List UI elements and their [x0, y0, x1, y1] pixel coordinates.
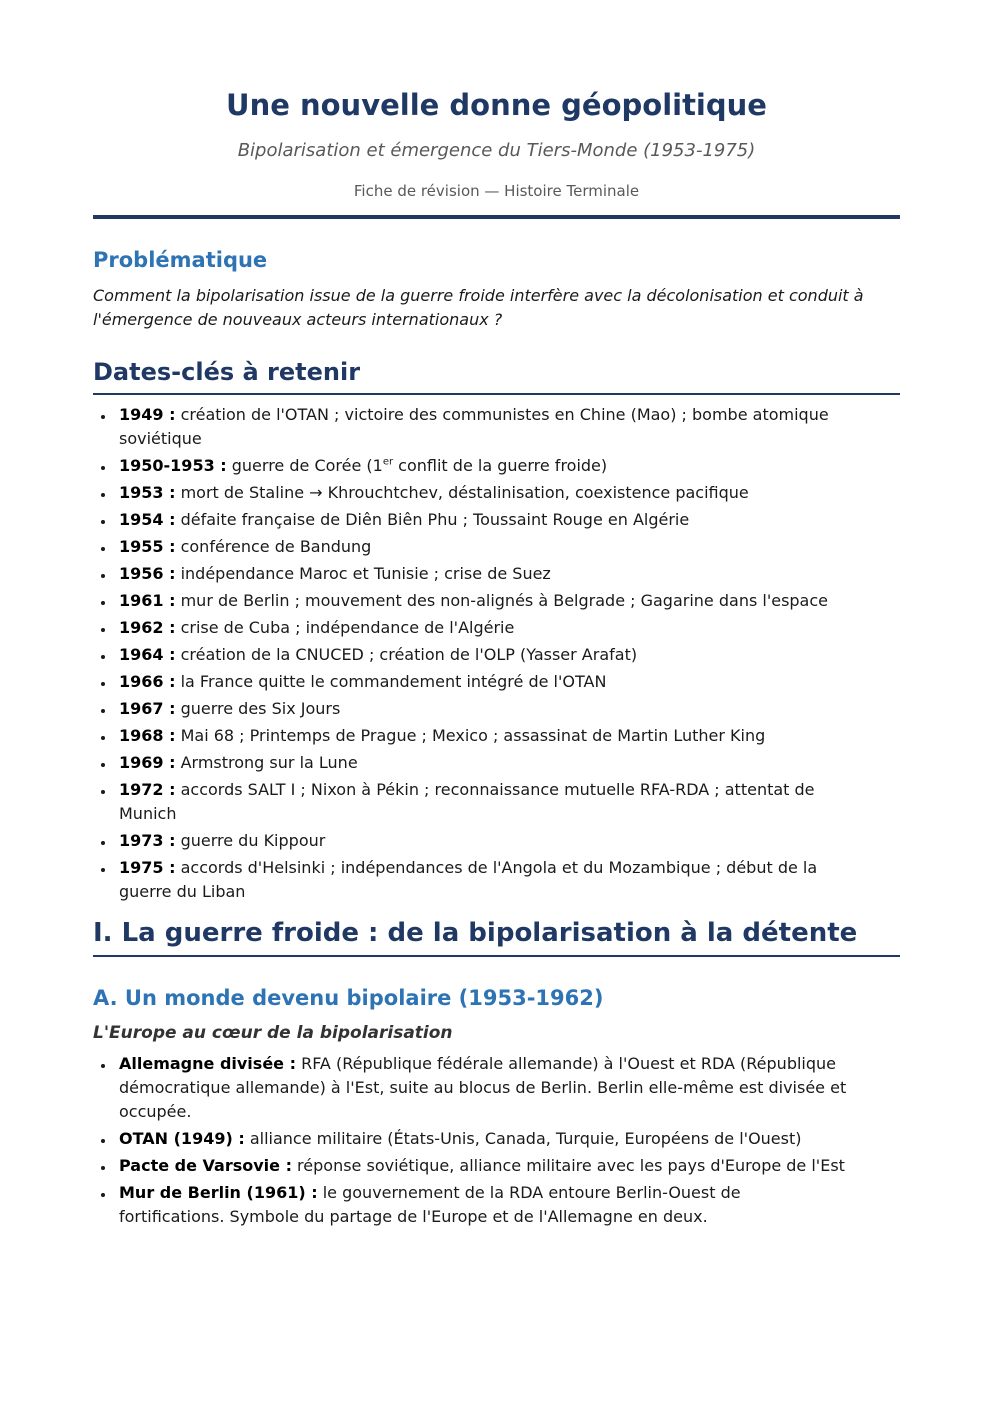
date-item: • 1966 : la France quitte le commandement intégré de l'OTAN — [115, 670, 848, 694]
date-item: • 1973 : guerre du Kippour — [115, 829, 848, 853]
date-label: 1972 : — [119, 780, 176, 800]
date-label: 1962 : — [119, 618, 176, 638]
date-label: 1950-1953 : — [119, 456, 227, 476]
concept-label: Pacte de Varsovie : — [119, 1156, 292, 1176]
date-label: 1966 : — [119, 672, 176, 692]
date-label: 1954 : — [119, 510, 176, 530]
dates-heading: Dates-clés à retenir — [93, 358, 900, 396]
date-item: • 1972 : accords SALT I ; Nixon à Pékin ; reconnaissance mutuelle RFA-RDA ; attentat de Munich — [115, 778, 848, 826]
date-label: 1967 : — [119, 699, 176, 719]
dates-list — [93, 403, 900, 904]
concept-label: Mur de Berlin (1961) : — [119, 1183, 318, 1203]
problematique-heading: Problématique — [93, 248, 268, 273]
page-title: Une nouvelle donne géopolitique — [226, 88, 767, 122]
concepts-list — [93, 1052, 900, 1229]
date-label: 1961 : — [119, 591, 176, 611]
section1-heading: I. La guerre froide : de la bipolarisation à la détente — [93, 918, 900, 956]
ordinal-superscript: er — [382, 457, 394, 469]
date-item: • 1968 : Mai 68 ; Printemps de Prague ; Mexico ; assassinat de Martin Luther King — [115, 724, 848, 748]
date-item: • 1964 : création de la CNUCED ; création de l'OLP (Yasser Arafat) — [115, 643, 848, 667]
date-item: • 1969 : Armstrong sur la Lune — [115, 751, 848, 775]
page-subtitle: Bipolarisation et émergence du Tiers-Monde (1953-1975) — [237, 139, 756, 161]
concept-item: • Allemagne divisée : RFA (République fédérale allemande) à l'Ouest et RDA (République démocratique allemande) à l'Est, suite au blocus de Berlin. Berlin elle-même est divisée et occupée. — [115, 1052, 848, 1124]
date-label: 1955 : — [119, 537, 176, 557]
date-item: • 1956 : indépendance Maroc et Tunisie ; crise de Suez — [115, 562, 848, 586]
date-label: 1956 : — [119, 564, 176, 584]
date-label: 1969 : — [119, 753, 176, 773]
date-label: 1975 : — [119, 858, 176, 878]
date-item: • 1953 : mort de Staline → Khrouchtchev, déstalinisation, coexistence pacifique — [115, 481, 848, 505]
date-label: 1973 : — [119, 831, 176, 851]
date-label: 1949 : — [119, 405, 176, 425]
date-item: • 1955 : conférence de Bandung — [115, 535, 848, 559]
page-meta: Fiche de révision — Histoire Terminale — [353, 182, 640, 201]
date-item: • 1949 : création de l'OTAN ; victoire des communistes en Chine (Mao) ; bombe atomique soviétique — [115, 403, 848, 451]
section1a-subheading: L'Europe au cœur de la bipolarisation — [93, 1022, 453, 1043]
date-item: • 1967 : guerre des Six Jours — [115, 697, 848, 721]
date-item: • 1950-1953 : guerre de Corée (1er conflit de la guerre froide) — [115, 454, 848, 478]
problematique-text: Comment la bipolarisation issue de la guerre froide interfère avec la décolonisation et conduit à l'émergence de nouveaux acteurs internationaux ? — [93, 285, 864, 329]
concept-item: • Pacte de Varsovie : réponse soviétique, alliance militaire avec les pays d'Europe de l'Est — [115, 1154, 848, 1178]
header-divider — [93, 215, 900, 219]
concept-item: • Mur de Berlin (1961) : le gouvernement de la RDA entoure Berlin-Ouest de fortifications. Symbole du partage de l'Europe et de l'Allemagne en deux. — [115, 1181, 848, 1229]
date-item: • 1961 : mur de Berlin ; mouvement des non-alignés à Belgrade ; Gagarine dans l'espace — [115, 589, 848, 613]
date-item: • 1954 : défaite française de Diên Biên Phu ; Toussaint Rouge en Algérie — [115, 508, 848, 532]
concept-label: OTAN (1949) : — [119, 1129, 245, 1149]
date-item: • 1962 : crise de Cuba ; indépendance de l'Algérie — [115, 616, 848, 640]
concept-label: Allemagne divisée : — [119, 1054, 296, 1074]
section1a-heading: A. Un monde devenu bipolaire (1953-1962) — [93, 985, 604, 1010]
date-label: 1953 : — [119, 483, 176, 503]
date-label: 1964 : — [119, 645, 176, 665]
date-label: 1968 : — [119, 726, 176, 746]
concept-item: • OTAN (1949) : alliance militaire (États-Unis, Canada, Turquie, Européens de l'Ouest) — [115, 1127, 848, 1151]
date-item: • 1975 : accords d'Helsinki ; indépendances de l'Angola et du Mozambique ; début de la guerre du Liban — [115, 856, 848, 904]
